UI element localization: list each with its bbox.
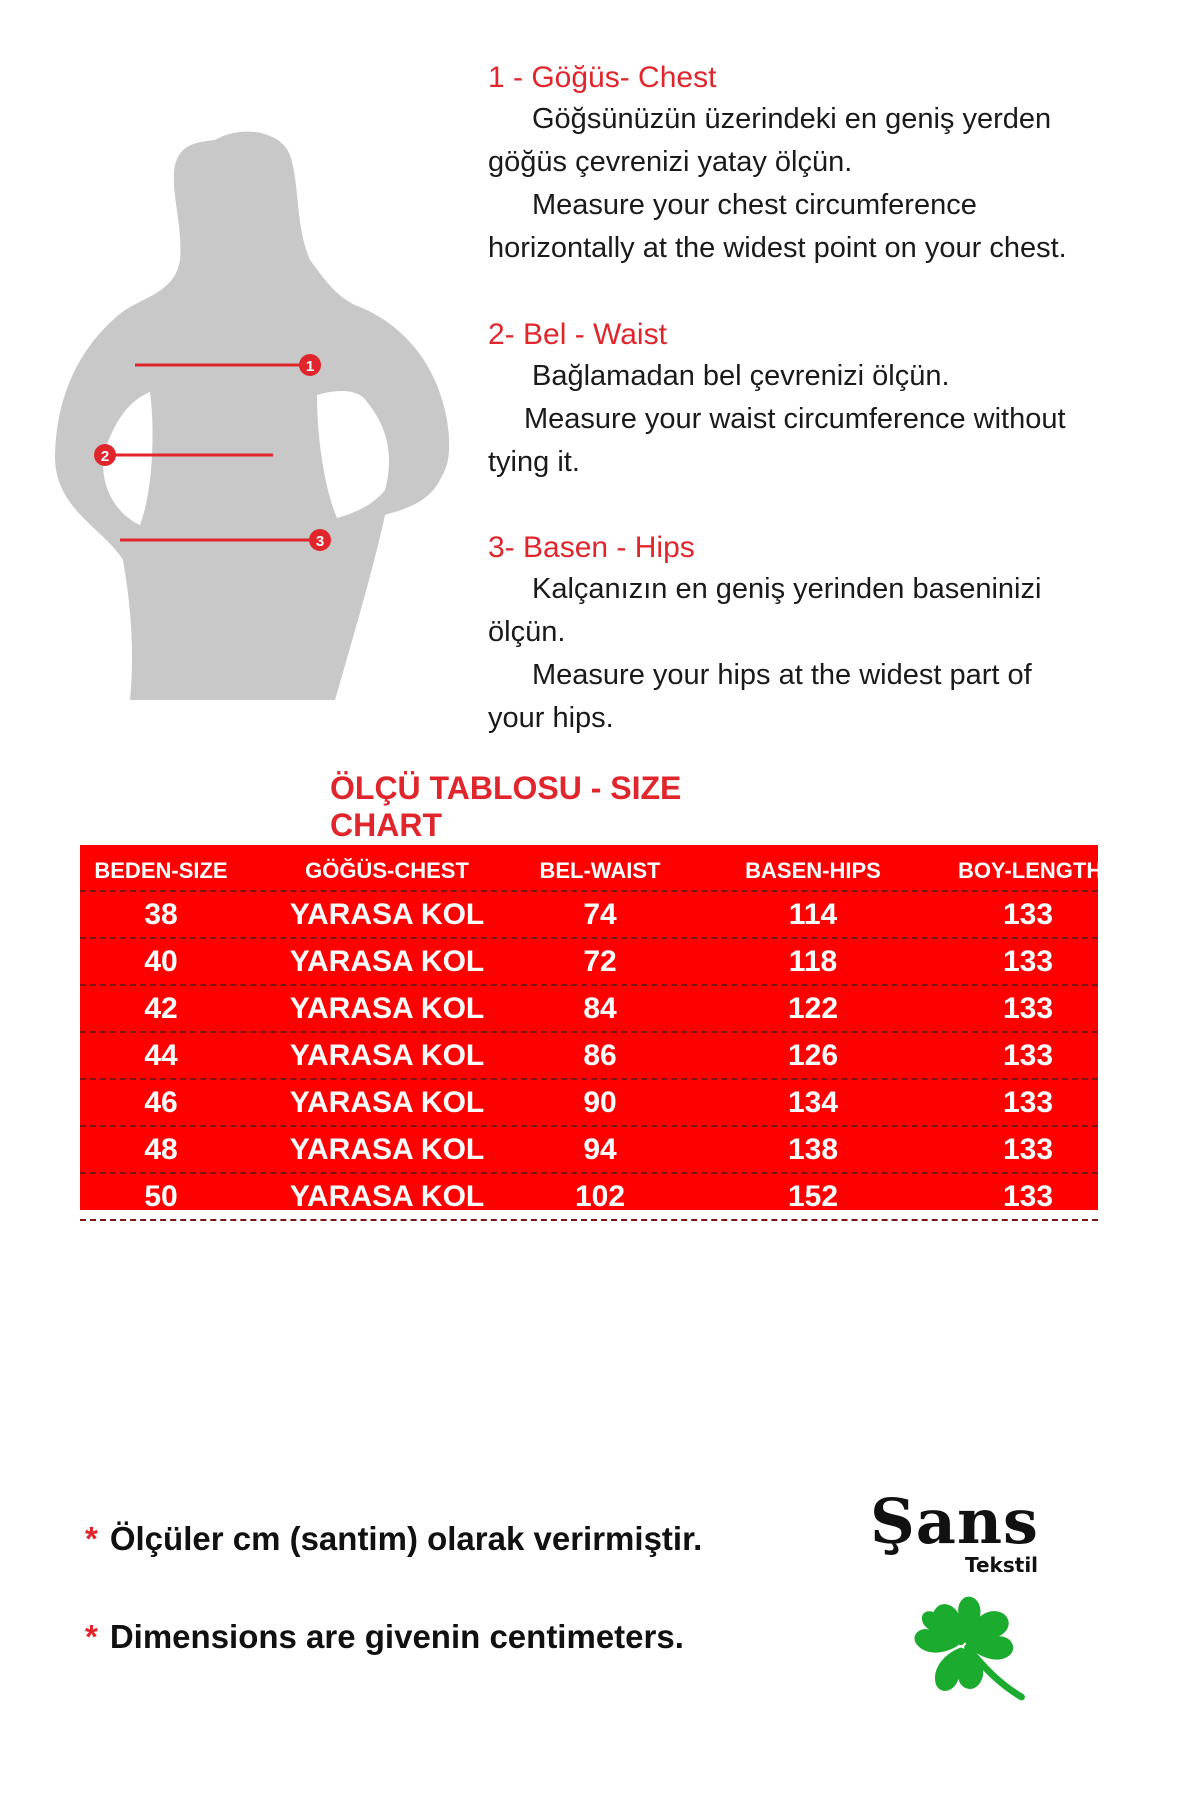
size-table [80, 845, 1103, 1213]
hips-text-en-1: Measure your hips at the widest part of [532, 659, 1032, 691]
waist-text-en-1: Measure your waist circumference without [524, 403, 1066, 435]
cell-size: 40 [144, 944, 178, 978]
waist-title: 2- Bel - Waist [488, 318, 667, 351]
chest-text-tr-1: Göğsünüzün üzerindeki en geniş yerden [532, 103, 1052, 135]
chest-title: 1 - Göğüs- Chest [488, 61, 717, 94]
table-row [80, 890, 1098, 937]
cell-waist: 90 [583, 1085, 617, 1119]
note-english-text: Dimensions are givenin centimeters. [109, 1618, 684, 1655]
measurement-figure [55, 130, 455, 720]
cell-chest: YARASA KOL [289, 1085, 485, 1119]
cell-size: 48 [144, 1132, 178, 1166]
asterisk-icon: * [85, 1618, 98, 1655]
cell-waist: 84 [583, 991, 617, 1025]
silhouette-shape [55, 132, 449, 700]
hips-section [488, 528, 1168, 740]
cell-size: 44 [144, 1038, 178, 1072]
chest-section [488, 58, 1168, 270]
chest-text-en-1: Measure your chest circumference [532, 189, 977, 221]
waist-text-en-2: tying it. [488, 446, 580, 478]
cell-waist: 94 [583, 1132, 617, 1166]
cell-length: 133 [1002, 944, 1054, 978]
chest-text-tr-2: göğüs çevrenizi yatay ölçün. [488, 146, 853, 178]
header-waist: BEL-WAIST [539, 858, 661, 883]
body-silhouette [55, 130, 455, 720]
size-chart-title: ÖLÇÜ TABLOSU - SIZE CHART [330, 770, 682, 843]
brand-logo [870, 1485, 1070, 1715]
cell-chest: YARASA KOL [289, 991, 485, 1025]
cell-length: 133 [1002, 1038, 1054, 1072]
asterisk-icon: * [85, 1520, 98, 1557]
table-row [80, 1031, 1098, 1078]
waist-marker-label: 2 [100, 448, 110, 465]
cell-size: 38 [144, 897, 178, 931]
cell-hips: 134 [787, 1085, 839, 1119]
brand-subtitle: Tekstil [965, 1553, 1039, 1577]
header-length: BOY-LENGTH [958, 858, 1103, 883]
waist-section [488, 315, 1168, 484]
cell-waist: 74 [583, 897, 617, 931]
cell-hips: 126 [787, 1038, 839, 1072]
table-header [80, 845, 1103, 890]
table-row [80, 937, 1098, 984]
cell-waist: 72 [583, 944, 617, 978]
cell-chest: YARASA KOL [289, 944, 485, 978]
header-hips: BASEN-HIPS [745, 858, 881, 883]
hips-text-en-2: your hips. [488, 702, 614, 734]
brand-name: Şans [870, 1485, 1039, 1558]
table-row [80, 984, 1098, 1031]
hips-text-tr-2: ölçün. [488, 616, 566, 648]
cell-size: 46 [144, 1085, 178, 1119]
header-size: BEDEN-SIZE [94, 858, 228, 883]
cell-hips: 122 [787, 991, 839, 1025]
cell-size: 50 [144, 1179, 178, 1213]
cell-chest: YARASA KOL [289, 897, 485, 931]
cell-hips: 138 [787, 1132, 839, 1166]
note-english [85, 1618, 684, 1656]
cell-hips: 118 [788, 944, 838, 978]
cell-length: 133 [1002, 1085, 1054, 1119]
table-row [80, 1078, 1098, 1125]
waist-text-tr: Bağlamadan bel çevrenizi ölçün. [532, 360, 950, 392]
header-chest: GÖĞÜS-CHEST [305, 858, 469, 883]
note-turkish [85, 1520, 702, 1558]
table-row [80, 1172, 1098, 1221]
cell-length: 133 [1002, 1179, 1054, 1213]
clover-icon [900, 1580, 1035, 1715]
cell-waist: 102 [574, 1179, 626, 1213]
note-turkish-text: Ölçüler cm (santim) olarak verirmiştir. [109, 1520, 703, 1557]
hips-text-tr-1: Kalçanızın en geniş yerinden baseninizi [532, 573, 1042, 605]
table-row [80, 1125, 1098, 1172]
cell-hips: 114 [788, 897, 838, 931]
cell-length: 133 [1002, 1132, 1054, 1166]
hips-title: 3- Basen - Hips [488, 531, 695, 564]
cell-chest: YARASA KOL [289, 1179, 485, 1213]
chest-marker-label: 1 [305, 358, 315, 375]
cell-chest: YARASA KOL [289, 1132, 485, 1166]
hips-marker-label: 3 [315, 533, 325, 550]
chest-text-en-2: horizontally at the widest point on your chest. [488, 232, 1067, 264]
cell-length: 133 [1002, 991, 1054, 1025]
cell-hips: 152 [787, 1179, 839, 1213]
cell-length: 133 [1002, 897, 1054, 931]
cell-chest: YARASA KOL [289, 1038, 485, 1072]
cell-size: 42 [144, 991, 178, 1025]
cell-waist: 86 [583, 1038, 617, 1072]
